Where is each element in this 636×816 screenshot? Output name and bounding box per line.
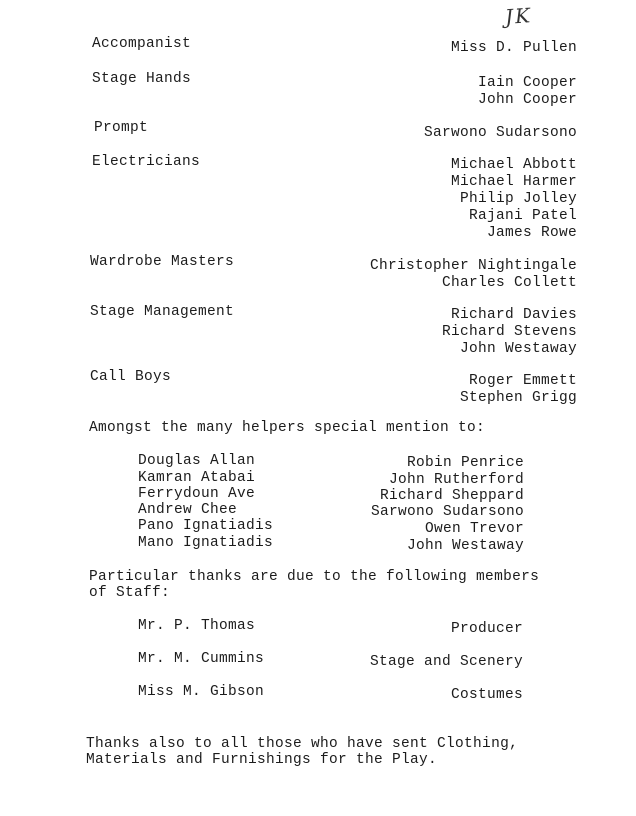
role-label-accompanist: Accompanist (92, 36, 192, 52)
helper-name: Kamran Atabai (138, 470, 256, 486)
helper-name: Douglas Allan (138, 453, 256, 469)
role-name: Charles Collett (441, 275, 577, 291)
helper-name: Robin Penrice (406, 455, 524, 471)
role-name: Richard Davies (450, 307, 577, 323)
role-name: Miss D. Pullen (450, 40, 577, 56)
helper-name: Sarwono Sudarsono (370, 504, 524, 520)
role-name: Christopher Nightingale (369, 258, 577, 274)
helper-name: John Westaway (406, 538, 524, 554)
helper-name: Pano Ignatiadis (138, 518, 274, 534)
helper-name: Richard Sheppard (379, 488, 524, 504)
handwritten-page-mark: JK (504, 3, 533, 29)
staff-intro-line1: Particular thanks are due to the following members (89, 569, 540, 585)
staff-role: Stage and Scenery (369, 654, 523, 670)
role-label-call-boys: Call Boys (90, 369, 172, 385)
role-name: John Westaway (459, 341, 577, 357)
role-label-electricians: Electricians (92, 154, 201, 170)
role-name: James Rowe (486, 225, 577, 241)
role-name: Roger Emmett (468, 373, 577, 389)
role-label-wardrobe-masters: Wardrobe Masters (90, 254, 235, 270)
closing-line1: Thanks also to all those who have sent Clothing, (86, 736, 519, 752)
role-label-stage-management: Stage Management (90, 304, 235, 320)
role-name: Richard Stevens (441, 324, 577, 340)
role-name: Philip Jolley (459, 191, 577, 207)
role-name: Michael Abbott (450, 157, 577, 173)
role-label-stage-hands: Stage Hands (92, 71, 192, 87)
staff-name: Mr. P. Thomas (138, 618, 256, 634)
role-name: John Cooper (477, 92, 577, 108)
staff-intro-line2: of Staff: (89, 585, 171, 601)
helper-name: Ferrydoun Ave (138, 486, 256, 502)
role-label-prompt: Prompt (94, 120, 149, 136)
role-name: Stephen Grigg (459, 390, 577, 406)
role-name: Michael Harmer (450, 174, 577, 190)
staff-role: Costumes (450, 687, 523, 703)
staff-name: Miss M. Gibson (138, 684, 265, 700)
role-name: Rajani Patel (468, 208, 577, 224)
staff-role: Producer (450, 621, 523, 637)
helpers-intro: Amongst the many helpers special mention to: (89, 420, 486, 436)
staff-name: Mr. M. Cummins (138, 651, 265, 667)
helper-name: Andrew Chee (138, 502, 238, 518)
closing-line2: Materials and Furnishings for the Play. (86, 752, 438, 768)
helper-name: John Rutherford (388, 472, 524, 488)
role-name: Iain Cooper (477, 75, 577, 91)
helper-name: Owen Trevor (424, 521, 524, 537)
role-name: Sarwono Sudarsono (423, 125, 577, 141)
helper-name: Mano Ignatiadis (138, 535, 274, 551)
